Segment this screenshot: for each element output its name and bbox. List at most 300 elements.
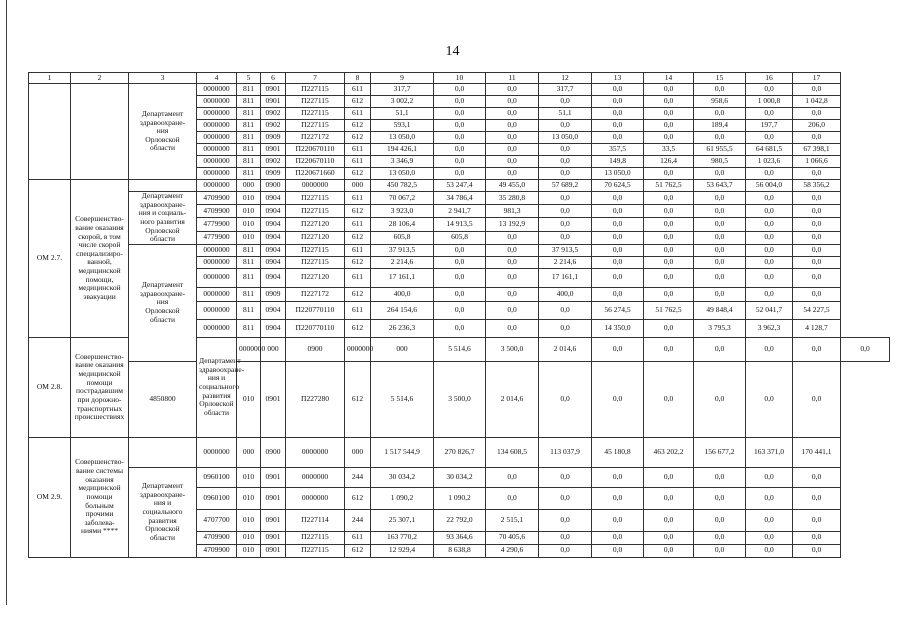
table-cell: 0902 bbox=[261, 120, 286, 132]
table-cell: 0000000 bbox=[197, 156, 237, 168]
table-cell: 1 090,2 bbox=[371, 487, 434, 509]
table-cell: 811 bbox=[237, 132, 261, 144]
table-cell: 0,0 bbox=[793, 192, 841, 205]
department-line: ния bbox=[156, 297, 169, 307]
table-cell: 1 517 544,9 bbox=[371, 437, 434, 467]
description-line: оказания bbox=[85, 474, 114, 484]
table-cell: 0000000 bbox=[197, 132, 237, 144]
measure-code: ОМ 2.8. bbox=[29, 337, 71, 437]
table-cell: 28 106,4 bbox=[371, 218, 434, 231]
table-cell: 0,0 bbox=[434, 256, 486, 268]
table-cell: 0,0 bbox=[434, 120, 486, 132]
table-cell: 30 034,2 bbox=[371, 467, 434, 487]
table-cell: 0,0 bbox=[644, 361, 694, 437]
table-cell: 0,0 bbox=[746, 509, 793, 531]
table-cell: 0,0 bbox=[746, 268, 793, 287]
table-cell: 0,0 bbox=[694, 192, 746, 205]
table-cell: 0,0 bbox=[746, 132, 793, 144]
description-line: эвакуации bbox=[83, 291, 116, 301]
table-cell: П227172 bbox=[286, 287, 345, 301]
table-cell: 197,7 bbox=[746, 120, 793, 132]
table-cell: 010 bbox=[237, 192, 261, 205]
table-cell: 0,0 bbox=[539, 144, 592, 156]
table-cell: 0,0 bbox=[793, 168, 841, 180]
table-cell: 0900 bbox=[261, 180, 286, 192]
table-cell: 0,0 bbox=[592, 84, 644, 96]
table-cell: 0,0 bbox=[746, 84, 793, 96]
table-cell: 4709900 bbox=[197, 205, 237, 218]
table-cell: 0904 bbox=[261, 268, 286, 287]
table-cell: П227115 bbox=[286, 531, 345, 544]
table-cell: 4 290,6 bbox=[486, 544, 539, 557]
column-header: 6 bbox=[261, 73, 286, 84]
measure-description bbox=[71, 84, 129, 180]
table-cell: 2 214,6 bbox=[371, 256, 434, 268]
department-line: здравоохране- bbox=[139, 199, 186, 209]
table-cell: 0,0 bbox=[486, 231, 539, 244]
table-cell: 0,0 bbox=[486, 319, 539, 337]
table-cell: 0,0 bbox=[539, 205, 592, 218]
department-line: ния и социаль- bbox=[138, 208, 187, 218]
table-cell: 4 128,7 bbox=[793, 319, 841, 337]
table-cell: 3 500,0 bbox=[486, 337, 539, 361]
table-cell: 612 bbox=[345, 132, 371, 144]
table-cell: 206,0 bbox=[793, 120, 841, 132]
table-cell: 811 bbox=[237, 84, 261, 96]
table-cell: 0,0 bbox=[694, 337, 746, 361]
table-cell: 000 bbox=[371, 337, 434, 361]
description-line: специализиро- bbox=[76, 248, 123, 258]
table-cell: 400,0 bbox=[371, 287, 434, 301]
table-cell: 0901 bbox=[261, 467, 286, 487]
table-cell: 0,0 bbox=[592, 120, 644, 132]
table-cell: 0000000 bbox=[197, 168, 237, 180]
department-line: здравоохране- bbox=[139, 288, 186, 298]
table-cell: 0904 bbox=[261, 244, 286, 256]
table-cell: 0,0 bbox=[644, 268, 694, 287]
table-cell: П227280 bbox=[286, 361, 345, 437]
table-cell: 611 bbox=[345, 144, 371, 156]
table-cell: 0,0 bbox=[434, 168, 486, 180]
table-cell: 958,6 bbox=[694, 96, 746, 108]
table-row bbox=[29, 180, 890, 192]
table-cell: 0,0 bbox=[644, 487, 694, 509]
table-cell: 53 643,7 bbox=[694, 180, 746, 192]
page-number: 14 bbox=[445, 44, 460, 59]
table-cell: 53 247,4 bbox=[434, 180, 486, 192]
table-cell: 70 067,2 bbox=[371, 192, 434, 205]
table-cell: 0901 bbox=[261, 96, 286, 108]
description-line: при дорожно- bbox=[77, 394, 122, 404]
table-cell: 3 795,3 bbox=[694, 319, 746, 337]
table-cell: 244 bbox=[345, 509, 371, 531]
description-line: вание системы bbox=[75, 466, 124, 476]
table-cell: 0000000 bbox=[197, 244, 237, 256]
table-cell: 0,0 bbox=[746, 192, 793, 205]
table-cell: 0,0 bbox=[539, 156, 592, 168]
table-cell: 0000000 bbox=[197, 144, 237, 156]
table-cell: 0,0 bbox=[694, 218, 746, 231]
table-cell: 13 050,0 bbox=[371, 168, 434, 180]
table-cell: 0,0 bbox=[694, 509, 746, 531]
table-cell: 811 bbox=[237, 96, 261, 108]
table-cell: 0,0 bbox=[434, 319, 486, 337]
table-cell: 3 002,2 bbox=[371, 96, 434, 108]
table-cell: 2 214,6 bbox=[539, 256, 592, 268]
table-cell: 0,0 bbox=[694, 108, 746, 120]
table-cell: 0,0 bbox=[434, 84, 486, 96]
department-line: Орловской bbox=[199, 399, 234, 409]
table-cell: 45 180,8 bbox=[592, 437, 644, 467]
table-cell: 811 bbox=[237, 168, 261, 180]
table-cell: 56 274,5 bbox=[592, 301, 644, 319]
table-cell: 0000000 bbox=[197, 108, 237, 120]
description-line: вание оказания bbox=[75, 360, 124, 370]
department-line: социального bbox=[142, 506, 183, 516]
table-cell: 64 681,5 bbox=[746, 144, 793, 156]
table-cell: 37 913,5 bbox=[539, 244, 592, 256]
department-line: ния bbox=[156, 126, 169, 136]
table-cell: 51 762,5 bbox=[644, 180, 694, 192]
table-cell: 0,0 bbox=[793, 544, 841, 557]
table-cell: П227115 bbox=[286, 544, 345, 557]
table-cell: 0,0 bbox=[694, 244, 746, 256]
table-cell: 0000000 bbox=[197, 180, 237, 192]
table-cell: 0901 bbox=[261, 509, 286, 531]
table-cell: 811 bbox=[237, 108, 261, 120]
table-cell: 13 192,9 bbox=[486, 218, 539, 231]
table-cell: 170 441,1 bbox=[793, 437, 841, 467]
table-cell: 0,0 bbox=[592, 192, 644, 205]
description-line: помощи bbox=[86, 377, 113, 387]
table-cell: 0,0 bbox=[486, 301, 539, 319]
description-line: медицинской bbox=[78, 266, 121, 275]
measure-code bbox=[29, 84, 71, 180]
table-cell: П227120 bbox=[286, 231, 345, 244]
table-cell: 0,0 bbox=[694, 256, 746, 268]
table-cell: 0,0 bbox=[644, 231, 694, 244]
table-cell: 26 236,3 bbox=[371, 319, 434, 337]
table-cell: 0000000 bbox=[345, 337, 371, 361]
table-cell: 605,8 bbox=[434, 231, 486, 244]
department-line: Орловской bbox=[145, 306, 180, 316]
department-cell bbox=[129, 437, 197, 467]
table-cell: 2 515,1 bbox=[486, 509, 539, 531]
table-cell: 163 371,0 bbox=[746, 437, 793, 467]
table-cell: 0,0 bbox=[746, 244, 793, 256]
table-cell: 3 500,0 bbox=[434, 361, 486, 437]
table-cell: 3 923,0 bbox=[371, 205, 434, 218]
table-cell: 0,0 bbox=[694, 531, 746, 544]
table-cell: 0000000 bbox=[197, 301, 237, 319]
table-cell: П220770110 bbox=[286, 301, 345, 319]
table-cell: 010 bbox=[237, 467, 261, 487]
table-cell: 0,0 bbox=[486, 84, 539, 96]
department-line: Орловской bbox=[145, 225, 180, 235]
table-cell: 0,0 bbox=[746, 467, 793, 487]
column-header: 11 bbox=[486, 73, 539, 84]
table-cell: 0,0 bbox=[644, 205, 694, 218]
department-line: развития bbox=[202, 390, 231, 400]
table-cell: 0000000 bbox=[286, 437, 345, 467]
description-line: медицинской bbox=[78, 483, 121, 493]
table-cell: 0,0 bbox=[694, 544, 746, 557]
table-cell: 25 307,1 bbox=[371, 509, 434, 531]
column-header: 12 bbox=[539, 73, 592, 84]
table-cell: 54 227,5 bbox=[793, 301, 841, 319]
table-cell: 0901 bbox=[261, 531, 286, 544]
table-cell: 0,0 bbox=[644, 337, 694, 361]
table-cell: 244 bbox=[345, 467, 371, 487]
table-cell: 0,0 bbox=[539, 192, 592, 205]
table-cell: П227172 bbox=[286, 132, 345, 144]
table-cell: 612 bbox=[345, 96, 371, 108]
table-cell: 0900 bbox=[286, 337, 345, 361]
description-line: заболева- bbox=[84, 517, 115, 527]
table-cell: 0,0 bbox=[592, 544, 644, 557]
table-cell: 000 bbox=[261, 337, 286, 361]
table-cell: П227115 bbox=[286, 120, 345, 132]
table-cell: 67 398,1 bbox=[793, 144, 841, 156]
table-cell: 611 bbox=[345, 156, 371, 168]
page-left-border bbox=[6, 0, 7, 605]
table-cell: 134 608,5 bbox=[486, 437, 539, 467]
table-cell: 0,0 bbox=[746, 256, 793, 268]
table-cell: 0,0 bbox=[644, 84, 694, 96]
table-cell: 189,4 bbox=[694, 120, 746, 132]
table-cell: П220670110 bbox=[286, 156, 345, 168]
measure-description bbox=[71, 437, 129, 557]
table-cell: 0,0 bbox=[644, 319, 694, 337]
column-header: 4 bbox=[197, 73, 237, 84]
table-cell: 1 066,6 bbox=[793, 156, 841, 168]
table-cell: 0,0 bbox=[793, 108, 841, 120]
table-cell: 13 050,0 bbox=[592, 168, 644, 180]
table-cell: 0902 bbox=[261, 108, 286, 120]
table-cell: 2 014,6 bbox=[486, 361, 539, 437]
table-cell: 5 514,6 bbox=[434, 337, 486, 361]
table-cell: 612 bbox=[345, 319, 371, 337]
table-cell: 0900 bbox=[261, 437, 286, 467]
table-row bbox=[29, 84, 890, 96]
table-cell: 126,4 bbox=[644, 156, 694, 168]
column-header: 16 bbox=[746, 73, 793, 84]
table-cell: 0,0 bbox=[644, 531, 694, 544]
table-cell: 612 bbox=[345, 361, 371, 437]
table-cell: 17 161,1 bbox=[371, 268, 434, 287]
column-header: 1 bbox=[29, 73, 71, 84]
table-cell: 0909 bbox=[261, 287, 286, 301]
department-cell bbox=[129, 192, 197, 245]
table-cell: 357,5 bbox=[592, 144, 644, 156]
table-cell: 13 050,0 bbox=[539, 132, 592, 144]
table-cell: 0,0 bbox=[592, 361, 644, 437]
table-cell: 612 bbox=[345, 205, 371, 218]
description-line: Совершенство- bbox=[75, 351, 124, 361]
department-line: здравоохране- bbox=[139, 489, 186, 499]
table-cell: 0,0 bbox=[486, 467, 539, 487]
table-cell: 811 bbox=[237, 256, 261, 268]
table-cell: 0,0 bbox=[793, 361, 841, 437]
table-cell: 0,0 bbox=[644, 244, 694, 256]
table-cell: 612 bbox=[345, 544, 371, 557]
table-cell: П220670110 bbox=[286, 144, 345, 156]
table-cell: 593,1 bbox=[371, 120, 434, 132]
table-cell: 611 bbox=[345, 84, 371, 96]
table-cell: П227115 bbox=[286, 205, 345, 218]
table-cell: 4709900 bbox=[197, 531, 237, 544]
table-cell: 0,0 bbox=[694, 268, 746, 287]
table-cell: 2 941,7 bbox=[434, 205, 486, 218]
table-cell: 811 bbox=[237, 144, 261, 156]
table-cell: 0,0 bbox=[592, 531, 644, 544]
table-cell: 156 677,2 bbox=[694, 437, 746, 467]
table-cell: 0,0 bbox=[539, 544, 592, 557]
department-line: Департамент bbox=[141, 191, 184, 200]
table-cell: 0904 bbox=[261, 192, 286, 205]
table-cell: 13 050,0 bbox=[371, 132, 434, 144]
measure-code: ОМ 2.9. bbox=[29, 437, 71, 557]
table-cell: 0,0 bbox=[486, 268, 539, 287]
table-cell: 1 090,2 bbox=[434, 487, 486, 509]
table-cell: П227115 bbox=[286, 256, 345, 268]
table-cell: 61 955,5 bbox=[694, 144, 746, 156]
table-cell: 0,0 bbox=[434, 244, 486, 256]
department-line: области bbox=[149, 143, 176, 153]
table-cell: 0,0 bbox=[793, 84, 841, 96]
table-cell: 0,0 bbox=[694, 168, 746, 180]
table-cell: 612 bbox=[345, 120, 371, 132]
table-cell: 0,0 bbox=[592, 509, 644, 531]
table-cell: 0,0 bbox=[644, 192, 694, 205]
table-cell: П227120 bbox=[286, 268, 345, 287]
table-cell: 000 bbox=[345, 180, 371, 192]
table-cell: П227115 bbox=[286, 192, 345, 205]
table-cell: 51,1 bbox=[539, 108, 592, 120]
table-cell: 17 161,1 bbox=[539, 268, 592, 287]
table-cell: 163 770,2 bbox=[371, 531, 434, 544]
department-cell bbox=[129, 84, 197, 180]
table-cell: 0904 bbox=[261, 231, 286, 244]
description-line: скорой, в том bbox=[78, 231, 121, 241]
table-cell: 000 bbox=[237, 180, 261, 192]
table-cell: 0,0 bbox=[644, 168, 694, 180]
table-cell: 612 bbox=[345, 487, 371, 509]
table-cell: 0904 bbox=[261, 218, 286, 231]
column-header: 14 bbox=[644, 73, 694, 84]
table-cell: 0,0 bbox=[434, 301, 486, 319]
table-cell: 317,7 bbox=[539, 84, 592, 96]
table-cell: 0,0 bbox=[793, 205, 841, 218]
table-cell: 52 041,7 bbox=[746, 301, 793, 319]
table-cell: 0,0 bbox=[746, 231, 793, 244]
table-cell: 0902 bbox=[261, 156, 286, 168]
table-cell: 0,0 bbox=[746, 361, 793, 437]
table-cell: 22 792,0 bbox=[434, 509, 486, 531]
table-cell: 4709900 bbox=[197, 544, 237, 557]
table-cell: 0,0 bbox=[694, 287, 746, 301]
table-row bbox=[29, 361, 890, 437]
table-cell: П227115 bbox=[286, 108, 345, 120]
table-cell: 0,0 bbox=[434, 108, 486, 120]
table-cell: 450 782,5 bbox=[371, 180, 434, 192]
table-cell: 611 bbox=[345, 268, 371, 287]
table-cell: 4779900 bbox=[197, 218, 237, 231]
table-cell: 5 514,6 bbox=[371, 361, 434, 437]
measure-code: ОМ 2.7. bbox=[29, 180, 71, 338]
table-cell: 0901 bbox=[261, 487, 286, 509]
table-cell: 0,0 bbox=[486, 256, 539, 268]
column-header: 7 bbox=[286, 73, 345, 84]
table-cell: 0901 bbox=[261, 361, 286, 437]
column-header: 17 bbox=[793, 73, 841, 84]
table-cell: 0,0 bbox=[644, 132, 694, 144]
table-cell: 194 426,1 bbox=[371, 144, 434, 156]
table-cell: 70 624,5 bbox=[592, 180, 644, 192]
column-header: 13 bbox=[592, 73, 644, 84]
table-cell: 149,8 bbox=[592, 156, 644, 168]
table-cell: 317,7 bbox=[371, 84, 434, 96]
column-header: 2 bbox=[71, 73, 129, 84]
table-cell: 0,0 bbox=[793, 487, 841, 509]
table-cell: 0,0 bbox=[793, 509, 841, 531]
table-cell: 0,0 bbox=[592, 337, 644, 361]
table-cell: 0909 bbox=[261, 168, 286, 180]
table-cell: 0,0 bbox=[592, 231, 644, 244]
department-line: Департамент bbox=[199, 356, 241, 366]
table-cell: 0960100 bbox=[197, 487, 237, 509]
table-cell: 0000000 bbox=[197, 84, 237, 96]
table-cell: 0,0 bbox=[539, 361, 592, 437]
table-cell: 811 bbox=[237, 287, 261, 301]
description-line: вание оказания bbox=[75, 222, 124, 232]
table-cell: 4709900 bbox=[197, 192, 237, 205]
table-cell: 0,0 bbox=[644, 120, 694, 132]
table-cell: 35 280,8 bbox=[486, 192, 539, 205]
table-cell: 0,0 bbox=[793, 132, 841, 144]
table-cell: 0,0 bbox=[793, 287, 841, 301]
table-cell: 58 356,2 bbox=[793, 180, 841, 192]
table-cell: 0,0 bbox=[434, 144, 486, 156]
table-cell: 0,0 bbox=[592, 467, 644, 487]
table-cell: 0,0 bbox=[746, 287, 793, 301]
table-cell: 010 bbox=[237, 531, 261, 544]
table-cell: 980,5 bbox=[694, 156, 746, 168]
department-line: области bbox=[203, 407, 230, 417]
table-cell: 611 bbox=[345, 301, 371, 319]
table-cell: 1 042,8 bbox=[793, 96, 841, 108]
table-cell: 0000000 bbox=[197, 268, 237, 287]
table-cell: 0,0 bbox=[486, 244, 539, 256]
table-cell: 0,0 bbox=[539, 120, 592, 132]
table-cell: 0,0 bbox=[793, 467, 841, 487]
table-cell: 0,0 bbox=[486, 132, 539, 144]
description-line: пострадавшим bbox=[76, 386, 123, 396]
description-line: Совершенство- bbox=[75, 457, 124, 467]
table-cell: 010 bbox=[237, 509, 261, 531]
table-cell: П227120 bbox=[286, 218, 345, 231]
table-cell: 811 bbox=[237, 244, 261, 256]
column-header: 3 bbox=[129, 73, 197, 84]
table-cell: 0,0 bbox=[694, 487, 746, 509]
table-cell: 811 bbox=[237, 319, 261, 337]
department-line: развития bbox=[148, 515, 177, 525]
table-cell: 0,0 bbox=[644, 108, 694, 120]
table-cell: П227115 bbox=[286, 244, 345, 256]
table-cell: 010 bbox=[237, 487, 261, 509]
table-cell: 0904 bbox=[261, 256, 286, 268]
table-cell: 000 bbox=[345, 437, 371, 467]
